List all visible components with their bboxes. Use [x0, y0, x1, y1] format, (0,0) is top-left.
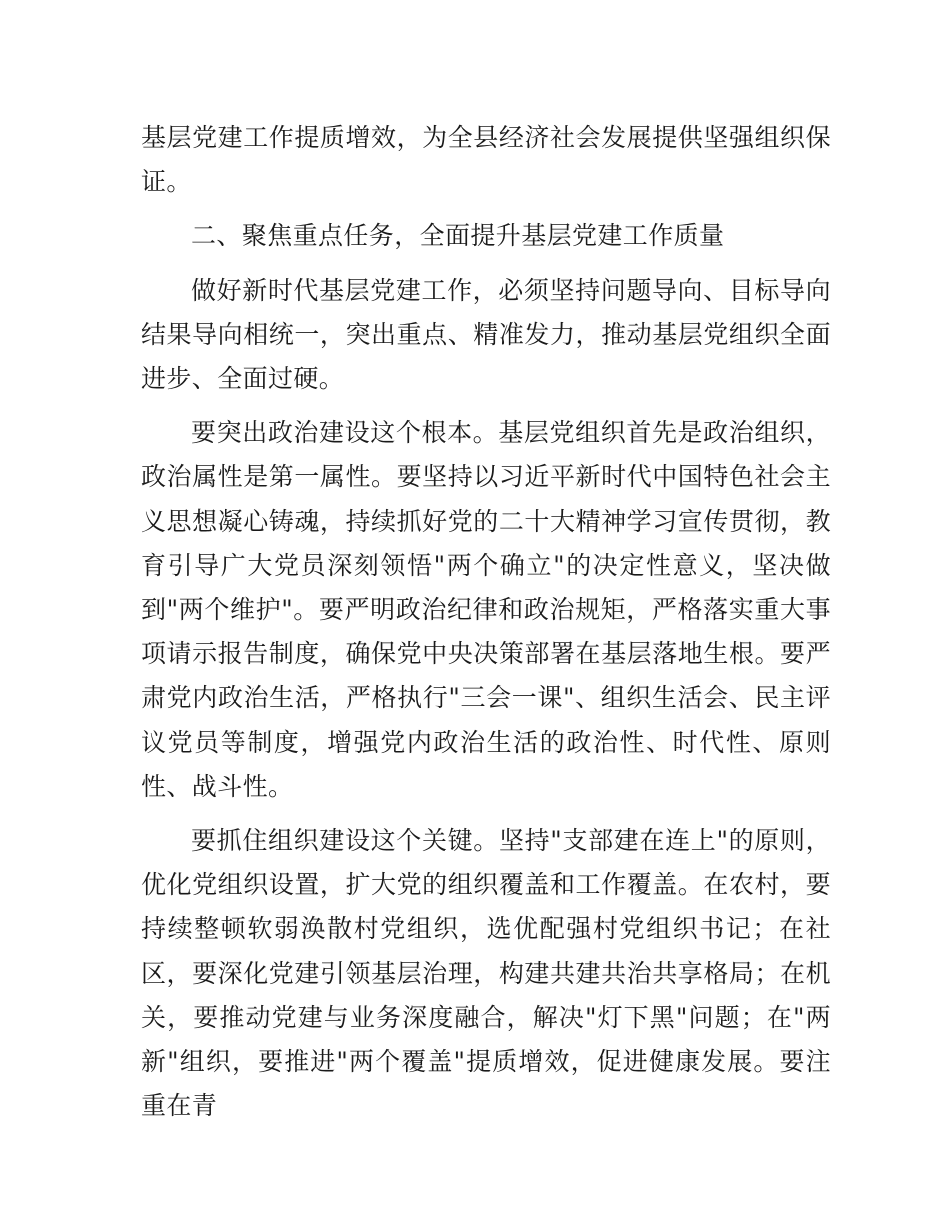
paragraph-continuation: 基层党建工作提质增效，为全县经济社会发展提供坚强组织保证。 [141, 123, 831, 197]
section-heading: 二、聚焦重点任务，全面提升基层党建工作质量 [191, 221, 725, 251]
paragraph-intro: 做好新时代基层党建工作，必须坚持问题导向、目标导向结果导向相统一，突出重点、精准发力，推动基层党组织全面进步、全面过硬。 [141, 275, 831, 394]
paragraph-political-building: 要突出政治建设这个根本。基层党组织首先是政治组织，政治属性是第一属性。要坚持以习近平新时代中国特色社会主义思想凝心铸魂，持续抓好党的二十大精神学习宣传贯彻，教育引导广大党员深刻领悟"两个确立"的决定性意义，坚决做到"两个维护"。要严明政治纪律和政治规矩，严格落实重大事项请示报告制度，确保党中央决策部署在基层落地生根。要严肃党内政治生活，严格执行"三会一课"、组织生活会、民主评议党员等制度，增强党内政治生活的政治性、时代性、原则性、战斗性。 [141, 418, 831, 801]
document-body [141, 116, 831, 1128]
paragraph-organization-building: 要抓住组织建设这个关键。坚持"支部建在连上"的原则，优化党组织设置，扩大党的组织覆盖和工作覆盖。在农村，要持续整顿软弱涣散村党组织，选优配强村党组织书记；在社区，要深化党建引领基层治理，构建共建共治共享格局；在机关，要推动党建与业务深度融合，解决"灯下黑"问题；在"两新"组织，要推进"两个覆盖"提质增效，促进健康发展。要注重在青 [141, 826, 831, 1121]
